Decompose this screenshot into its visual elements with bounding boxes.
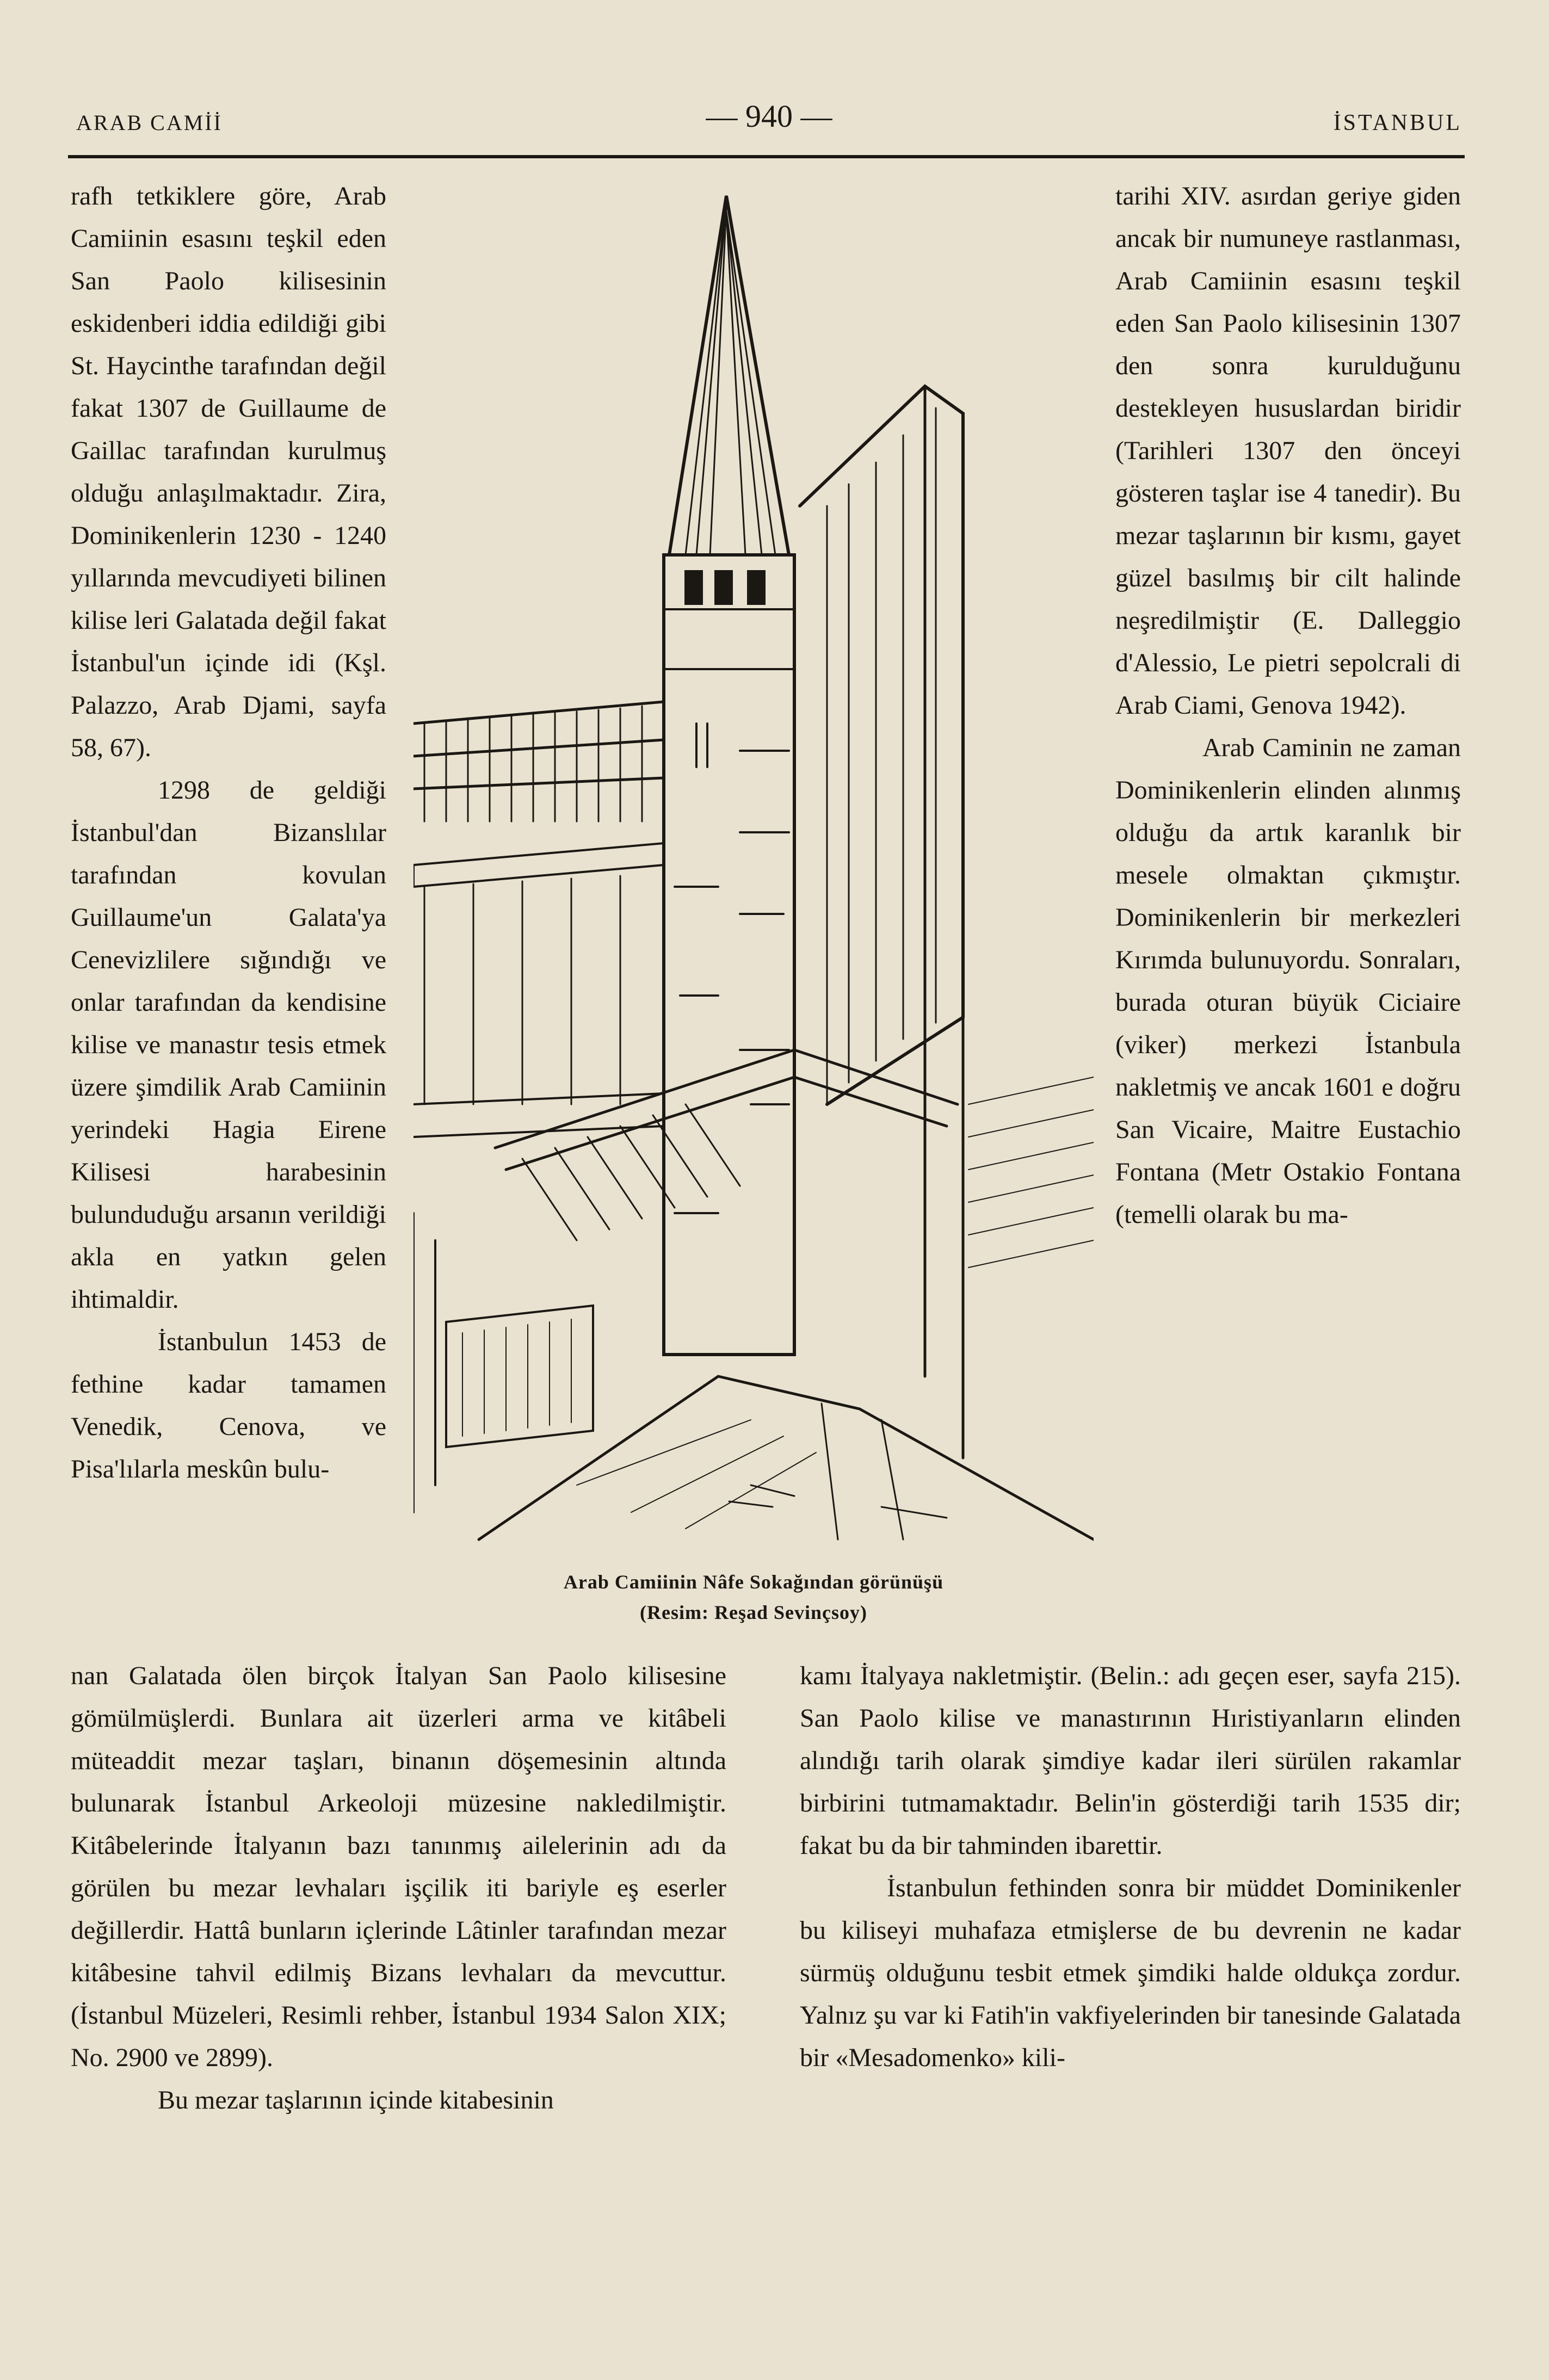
running-head-left: ARAB CAMİİ	[76, 110, 223, 135]
caption-credit: (Resim: Reşad Sevinçsoy)	[640, 1602, 867, 1623]
running-head-right: İSTANBUL	[1333, 110, 1462, 135]
mosque-illustration	[414, 180, 1094, 1567]
running-head	[76, 98, 1462, 141]
caption-title: Arab Camiinin Nâfe Sokağından görünüşü	[563, 1571, 944, 1593]
header-rule	[68, 155, 1465, 158]
left-paragraph-1: rafh tetkiklere göre, Arab Camiinin esasını teşkil eden San Paolo kilisesinin eskidenberi iddia edildiği gibi St. Haycinthe tarafından değil fakat 1307 de Guillaume de Gaillac tarafından kurulmuş olduğu anlaşılmaktadır. Zira, Dominikenlerin 1230 - 1240 yıllarında mevcudiyeti bilinen kilise leri Galatada değil fakat İstanbul'un içinde idi (Kşl. Palazzo, Arab Djami, sayfa 58, 67).	[71, 182, 386, 762]
left-paragraph-3: İstanbulun 1453 de fethine kadar tamamen Venedik, Cenova, ve Pisa'lılarla meskûn bulu-	[71, 1327, 386, 1483]
right-paragraph-2: Arab Caminin ne zaman Dominikenlerin elinden alınmış olduğu da artık karanlık bir mesele olmaktan çıkmıştır. Dominikenlerin bir merkezleri Kırımda bulunuyordu. Sonraları, burada oturan büyük Ciciaire (viker) merkezi İstanbula nakletmiş ve ancak 1601 e doğru San Vicaire, Maitre Eustachio Fontana (Metr Ostakio Fontana (temelli olarak bu ma-	[1115, 733, 1461, 1229]
bottom-left-column	[71, 1655, 726, 2122]
bottom-right-column	[800, 1655, 1461, 2079]
bottom-left-paragraph-2: Bu mezar taşlarının içinde kitabesinin	[158, 2086, 554, 2115]
left-column	[71, 175, 386, 1491]
bottom-right-paragraph-1: kamı İtalyaya nakletmiştir. (Belin.: adı geçen eser, sayfa 215). San Paolo kilise ve manastırının Hıristiyanların elinden alındığı tarih olarak şimdiye kadar ileri sürülen rakamlar birbirini tutmamaktadır. Belin'in gösterdiği tarih 1535 dir; fakat bu da bir tahminden ibarettir.	[800, 1661, 1461, 1860]
right-paragraph-1: tarihi XIV. asırdan geriye giden ancak bir numuneye rastlanması, Arab Camiinin esasını teşkil eden San Paolo kilisesinin 1307 den sonra kurulduğunu destekleyen hususlardan biridir (Tarihleri 1307 den önceyi gösteren taşlar ise 4 tanedir). Bu mezar taşlarının bir kısmı, gayet güzel basılmış bir cilt halinde neşredilmiştir (E. Dalleggio d'Alessio, Le pietri sepolcrali di Arab Ciami, Genova 1942).	[1115, 182, 1461, 720]
right-column	[1115, 175, 1461, 1236]
left-paragraph-2: 1298 de geldiği İstanbul'dan Bizanslılar tarafından kovulan Guillaume'un Galata'ya Cenevizlilere sığındığı ve onlar tarafından da kendisine kilise ve manastır tesis etmek üzere şimdilik Arab Camiinin yerindeki Hagia Eirene Kilisesi harabesinin bulunduduğu arsanın verildiği akla en yatkın gelen ihtimaldir.	[71, 776, 386, 1314]
page-number: — 940 —	[706, 98, 832, 134]
figure-caption	[414, 1567, 1094, 1628]
bottom-left-paragraph-1: nan Galatada ölen birçok İtalyan San Paolo kilisesine gömülmüşlerdi. Bunlara ait üzerleri arma ve kitâbeli müteaddit mezar taşları, binanın döşemesinin altında bulunarak İstanbul Arkeoloji müzesine nakledilmiştir. Kitâbelerinde İtalyanın bazı tanınmış ailelerinin adı da görülen bu mezar levhaları işçilik iti bariyle eş eserler değillerdir. Hattâ bunların içlerinde Lâtinler tarafından mezar kitâbesine tahvil edilmiş Bizans levhaları da mevcuttur. (İstanbul Müzeleri, Resimli rehber, İstanbul 1934 Salon XIX; No. 2900 ve 2899).	[71, 1661, 726, 2072]
bottom-right-paragraph-2: İstanbulun fethinden sonra bir müddet Dominikenler bu kiliseyi muhafaza etmişlerse de bu devrenin ne kadar sürmüş olduğunu tesbit etmek şimdiki halde oldukça zordur. Yalnız şu var ki Fatih'in vakfiyelerinden bir tanesinde Galatada bir «Mesadomenko» kili-	[800, 1874, 1461, 2072]
